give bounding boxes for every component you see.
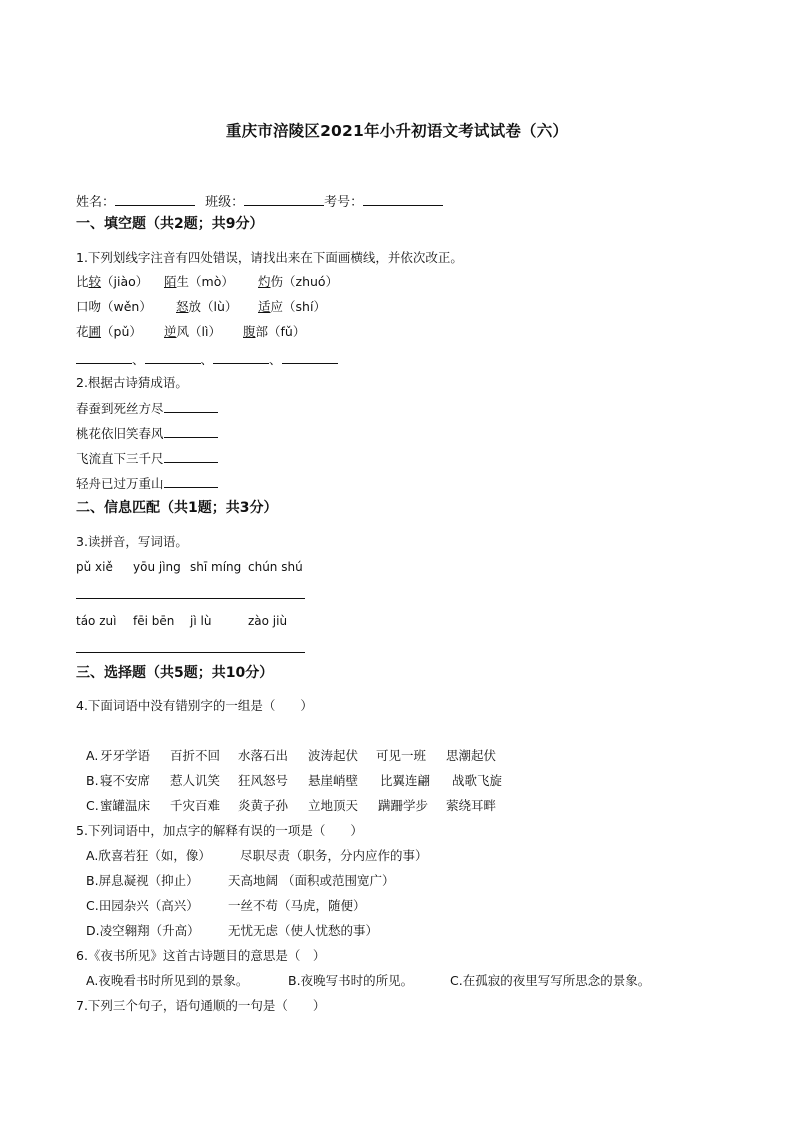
pinyin-label: fēi bēn — [133, 614, 175, 628]
pinyin-label: chún shú — [248, 560, 303, 574]
q6-options — [86, 972, 651, 990]
class-label: 班级： — [205, 195, 245, 210]
student-info-line — [76, 192, 443, 212]
pinyin-label: jì lù — [190, 614, 212, 628]
answer-blank[interactable] — [76, 350, 132, 364]
option-a[interactable]: A. 牙牙学语 百折不回 水落石出 波涛起伏 可见一班 思潮起伏 — [86, 748, 497, 763]
question-prompt: 3.读拼音，写词语。 — [76, 534, 188, 549]
section-heading: 三、选择题（共5题；共10分） — [76, 665, 274, 681]
question-prompt: 4.下面词语中没有错别字的一组是（ ） — [76, 698, 313, 713]
poem-line: 春蚕到死丝方尽 — [76, 399, 218, 418]
exam-no-blank[interactable] — [363, 192, 443, 206]
class-blank[interactable] — [244, 192, 324, 206]
option-b[interactable]: B.屏息凝视（抑止） 天高地阔 （面积或范围宽广） — [86, 873, 395, 888]
answer-blank[interactable] — [164, 399, 218, 413]
q1-item: 口吻（wěn） — [76, 299, 152, 314]
poem-line: 桃花依旧笑春风 — [76, 424, 218, 443]
answer-blank[interactable] — [213, 350, 269, 364]
option-c[interactable]: C.在孤寂的夜里写写所思念的景象。 — [450, 973, 651, 988]
answer-blank[interactable] — [164, 449, 218, 463]
q1-item: 比较（jiào） — [76, 274, 149, 289]
q1-answer-blanks: 、 、 、 — [76, 350, 338, 369]
option-a[interactable]: A.欣喜若狂（如，像） 尽职尽责（职务，分内应作的事） — [86, 848, 428, 863]
answer-line[interactable] — [76, 598, 305, 599]
question-prompt: 7.下列三个句子，语句通顺的一句是（ ） — [76, 998, 326, 1013]
pinyin-label: táo zuì — [76, 614, 117, 628]
question-prompt: 1.下列划线字注音有四处错误，请找出来在下面画横线，并依次改正。 — [76, 250, 463, 265]
q1-item: 怒放（lù） — [176, 299, 238, 314]
question-prompt: 5.下列词语中，加点字的解释有误的一项是（ ） — [76, 823, 363, 838]
exam-no-label: 考号： — [324, 195, 364, 210]
poem-line: 飞流直下三千尺 — [76, 449, 218, 468]
q1-item: 适应（shí） — [258, 299, 326, 314]
answer-blank[interactable] — [164, 424, 218, 438]
name-blank[interactable] — [115, 192, 195, 206]
pinyin-label: zào jiù — [248, 614, 288, 628]
option-c[interactable]: C.田园杂兴（高兴） 一丝不苟（马虎，随便） — [86, 898, 366, 913]
option-b[interactable]: B.夜晚写书时的所见。 — [288, 973, 414, 988]
answer-blank[interactable] — [282, 350, 338, 364]
section-heading: 二、信息匹配（共1题；共3分） — [76, 500, 278, 516]
option-c[interactable]: C. 蜜罐温床 千灾百难 炎黄子孙 立地顶天 蹒跚学步 萦绕耳畔 — [86, 798, 497, 813]
question-prompt: 6.《夜书所见》这首古诗题目的意思是（ ） — [76, 948, 326, 963]
q1-item: 逆风（lì） — [164, 324, 221, 339]
page-title: 重庆市涪陵区2021年小升初语文考试试卷（六） — [225, 122, 569, 140]
section-heading: 一、填空题（共2题；共9分） — [76, 216, 264, 232]
pinyin-label: pǔ xiě — [76, 560, 113, 574]
option-d[interactable]: D.凌空翱翔（升高） 无忧无虑（使人忧愁的事） — [86, 923, 379, 938]
name-label: 姓名： — [76, 195, 116, 210]
option-a[interactable]: A.夜晚看书时所见到的景象。 — [86, 973, 249, 988]
q1-item: 陌生（mò） — [164, 274, 234, 289]
q1-item: 花圃（pǔ） — [76, 324, 142, 339]
question-prompt: 2.根据古诗猜成语。 — [76, 375, 188, 390]
poem-line: 轻舟已过万重山 — [76, 474, 218, 493]
pinyin-label: shī míng — [190, 560, 242, 574]
option-b[interactable]: B. 寝不安席 惹人讥笑 狂风怒号 悬崖峭壁 比翼连翩 战歌飞旋 — [86, 773, 503, 788]
answer-blank[interactable] — [164, 474, 218, 488]
answer-line[interactable] — [76, 652, 305, 653]
q1-item: 灼伤（zhuó） — [258, 274, 339, 289]
pinyin-label: yōu jìng — [133, 560, 181, 574]
q1-item: 腹部（fǔ） — [243, 324, 306, 339]
answer-blank[interactable] — [145, 350, 201, 364]
